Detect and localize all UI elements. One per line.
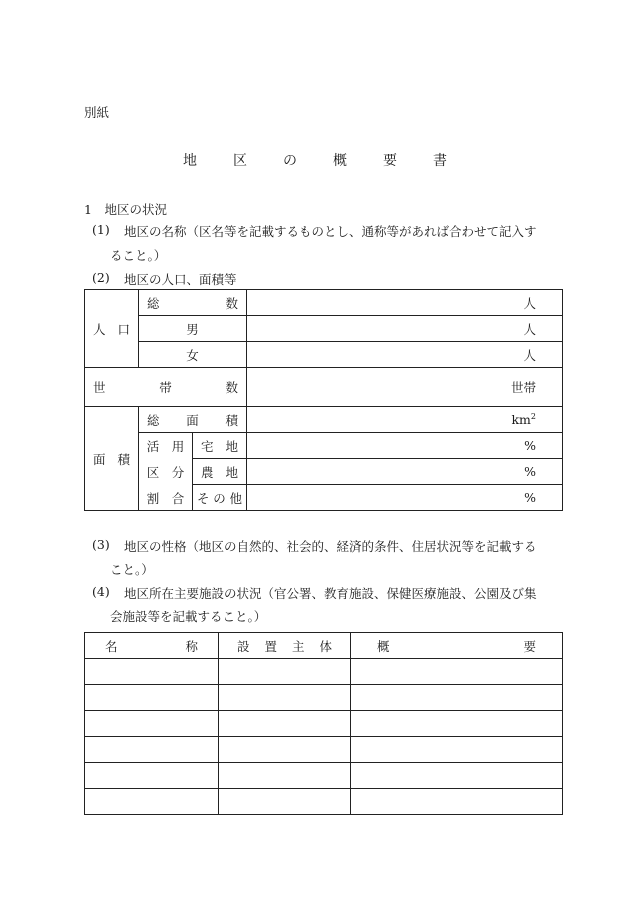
female-population-value[interactable]: 人: [247, 342, 563, 368]
label-line: 区 分: [146, 464, 185, 480]
residential-label: [193, 433, 247, 459]
label-char: 称: [185, 638, 198, 654]
label-char: そ: [197, 490, 210, 506]
label-char: 要: [523, 638, 536, 654]
title-char: 地: [183, 153, 197, 169]
label-char: 人: [93, 321, 106, 337]
operator-cell[interactable]: [219, 711, 351, 737]
name-cell[interactable]: [85, 659, 219, 685]
label-char: 宅: [201, 438, 214, 454]
operator-cell[interactable]: [219, 763, 351, 789]
total-area-label: [139, 407, 247, 433]
page-title: [0, 150, 630, 170]
name-cell[interactable]: [85, 789, 219, 815]
item3-number: (3): [92, 537, 110, 552]
farmland-label: [193, 459, 247, 485]
residential-value[interactable]: %: [247, 433, 563, 459]
total-area-value[interactable]: [247, 407, 563, 433]
item1-continuation: ること。）: [110, 248, 167, 263]
summary-cell[interactable]: [351, 763, 563, 789]
operator-cell[interactable]: [219, 659, 351, 685]
area-label-cell: [85, 407, 139, 511]
farmland-value[interactable]: %: [247, 459, 563, 485]
area-unit-superscript: 2: [530, 411, 536, 421]
summary-cell[interactable]: [351, 737, 563, 763]
item4-number: (4): [92, 584, 110, 599]
name-cell[interactable]: [85, 711, 219, 737]
table-row: [85, 685, 563, 711]
header-operator: [219, 633, 351, 659]
label-char: 設: [237, 638, 250, 654]
households-label: [85, 368, 247, 407]
population-label-cell: [85, 290, 139, 368]
summary-cell[interactable]: [351, 685, 563, 711]
male-label: 男: [139, 316, 247, 342]
item1-number: (1): [92, 222, 110, 237]
label-char: 数: [225, 295, 238, 311]
label-char: 概: [377, 638, 390, 654]
item4-text: 地区所在主要施設の状況（官公署、教育施設、保健医療施設、公園及び集: [124, 586, 537, 601]
label-char: 名: [105, 638, 118, 654]
facilities-table: [84, 632, 563, 815]
label-char: 地: [225, 464, 238, 480]
table-row: [85, 737, 563, 763]
summary-cell[interactable]: [351, 711, 563, 737]
title-char: の: [283, 153, 297, 169]
item2-text: 地区の人口、面積等: [124, 272, 237, 287]
table-row: [85, 659, 563, 685]
summary-cell[interactable]: [351, 659, 563, 685]
operator-cell[interactable]: [219, 789, 351, 815]
item3-text: 地区の性格（地区の自然的、社会的、経済的条件、住居状況等を記載する: [124, 539, 537, 554]
total-population-value[interactable]: 人: [247, 290, 563, 316]
label-char: 他: [229, 490, 242, 506]
female-label: 女: [139, 342, 247, 368]
label-char: 積: [117, 451, 130, 467]
label-line: 割 合: [146, 490, 185, 506]
summary-cell[interactable]: [351, 789, 563, 815]
title-char: 概: [333, 153, 347, 169]
item3-continuation: こと。）: [110, 562, 154, 577]
male-population-value[interactable]: 人: [247, 316, 563, 342]
item1-text: 地区の名称（区名等を記載するものとし、通称等があれば合わせて記入す: [124, 224, 537, 239]
item4-continuation: 会施設等を記載すること。）: [110, 609, 267, 624]
label-char: 帯: [159, 380, 172, 395]
population-area-table: [84, 289, 563, 511]
area-unit: km: [511, 412, 531, 428]
table-row: [85, 763, 563, 789]
header-name: [85, 633, 219, 659]
attachment-label: 別紙: [84, 105, 110, 120]
name-cell[interactable]: [85, 763, 219, 789]
title-char: 書: [433, 153, 447, 169]
label-char: 体: [319, 638, 332, 654]
name-cell[interactable]: [85, 737, 219, 763]
label-char: 地: [225, 438, 238, 454]
label-char: 総: [147, 295, 160, 311]
title-char: 要: [383, 153, 397, 169]
label-char: 置: [264, 638, 277, 654]
title-char: 区: [233, 153, 247, 169]
label-char: 世: [93, 380, 106, 395]
label-char: 数: [225, 380, 238, 395]
section-heading: 1 地区の状況: [84, 202, 167, 217]
label-char: 総: [147, 412, 160, 428]
households-value[interactable]: 世帯: [247, 368, 563, 407]
operator-cell[interactable]: [219, 737, 351, 763]
label-char: 口: [117, 321, 130, 337]
other-label: [193, 485, 247, 511]
name-cell[interactable]: [85, 685, 219, 711]
usage-ratio-label: [139, 433, 193, 511]
label-char: 積: [225, 412, 238, 428]
label-char: の: [213, 490, 226, 506]
label-line: 活 用: [146, 438, 185, 454]
total-population-label: [139, 290, 247, 316]
operator-cell[interactable]: [219, 685, 351, 711]
table-row: [85, 789, 563, 815]
other-value[interactable]: %: [247, 485, 563, 511]
label-char: 農: [201, 464, 214, 480]
label-char: 面: [93, 451, 106, 467]
label-char: 面: [186, 412, 199, 428]
header-summary: [351, 633, 563, 659]
table-row: [85, 711, 563, 737]
item2-number: (2): [92, 270, 110, 285]
label-char: 主: [291, 638, 305, 654]
